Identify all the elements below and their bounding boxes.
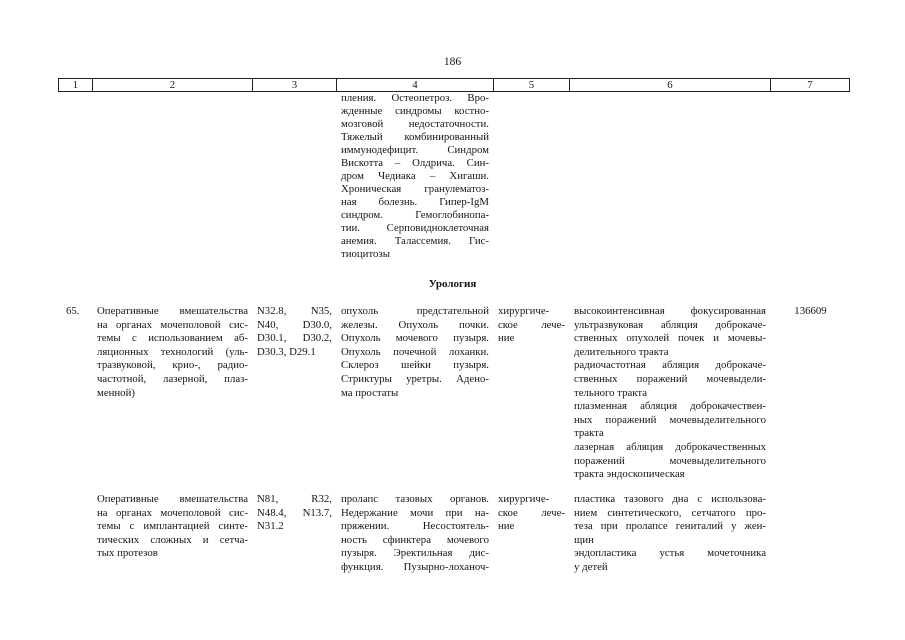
text-line: Опухоль мочевого пузыря. [341,332,489,345]
text-line: Склероз шейки пузыря. [341,359,489,372]
text-line: мозговой недостаточности. [341,118,489,130]
paragraph [574,493,766,547]
text-line: ское лече- [498,318,565,331]
text-line: тразвуковой, крио-, радио- [97,359,248,372]
text-line: частотной, лазерной, плаз- [97,372,248,385]
cell-diagnosis [336,305,493,400]
paragraph [341,493,489,575]
text-line: лазерная абляция доброкачественных [574,440,766,453]
text-line: дром Чедиака – Хигаши. [341,170,489,182]
text-line: ние [498,520,515,533]
cell-diagnosis [336,92,493,261]
text-line: Оперативные вмешательства [97,493,248,505]
paragraph [341,305,489,400]
text-line: пряжении. Несостоятель- [341,520,489,533]
text-line: Недержание мочи при на- [341,506,489,519]
text-line: Опухоль почечной лоханки. [341,345,489,358]
paragraph [574,400,766,441]
paragraph [574,441,766,482]
table-header-row [0,78,905,92]
text-line: иммунодефицит. Синдром [341,144,489,156]
text-line: тии. Серповидноклеточная [341,222,489,234]
text-line: N48.4, N13.7, [257,506,332,519]
text-line: хирургиче- [498,493,550,505]
text-line: жденные синдромы костно- [341,105,489,117]
header-cell-7: 7 [770,78,850,92]
cell-icd-codes [252,305,336,359]
text-line: железы. Опухоль почки. [341,318,489,331]
text-line: N32.8, N35, [257,305,332,317]
header-cell-1: 1 [58,78,92,92]
paragraph [574,547,766,574]
text-line: функция. Пузырно-лоханоч- [341,560,489,573]
cell-intervention [92,305,252,400]
text-line: радиочастотная абляция доброкаче- [574,359,766,372]
text-line: N81, R32, [257,493,332,505]
header-cell-2: 2 [92,78,252,92]
text-line: поражений мочевыделительного [574,454,766,467]
header-cell-4: 4 [336,78,493,92]
cell-treatment-method [569,305,770,482]
paragraph [341,92,489,261]
text-line: теза при пролапсе гениталий у жен- [574,520,766,533]
text-line: ультразвуковая абляция доброкаче- [574,318,766,331]
text-line: ляционных технологий (уль- [97,345,248,358]
page-number: 186 [443,56,462,68]
text-line: D30.3, D29.1 [257,345,316,358]
text-line: высокоинтенсивная фокусированная [574,305,766,317]
text-line: Хроническая гранулематоз- [341,183,489,195]
text-line: ственных поражений мочевыдели- [574,372,766,385]
paragraph [257,305,332,359]
text-line: пления. Остеопетроз. Вро- [341,92,489,104]
text-line: синдром. Гемоглобинопа- [341,209,489,221]
text-line: D30.1, D30.2, [257,332,332,345]
header-cell-5: 5 [493,78,569,92]
text-line: на органах мочеполовой сис- [97,506,248,519]
text-line: Тяжелый комбинированный [341,131,489,143]
paragraph [574,305,766,359]
text-line: N31.2 [257,520,284,533]
section-title: Урология [428,278,477,290]
text-line: хирургиче- [498,305,550,317]
text-line: тракта эндоскопическая [574,468,685,481]
text-line: на органах мочеполовой сис- [97,318,248,331]
text-line: темы с имплантацией синте- [97,520,248,533]
cell-icd-codes [252,493,336,534]
text-line: ние [498,332,515,345]
cell-treatment-method [569,493,770,575]
text-line: тиоцитозы [341,248,390,260]
text-line: тических сложных и сетча- [97,533,248,546]
text-line: менной) [97,386,135,399]
text-line: тракта [574,427,604,440]
text-line: Вискотта – Олдрича. Син- [341,157,489,169]
cell-treatment-type [493,305,569,346]
paragraph [498,305,565,346]
paragraph [257,493,332,534]
cell-intervention [92,493,252,561]
text-line: ная болезнь. Гипер-IgM [341,196,489,208]
text-line: пролапс тазовых органов. [341,493,489,505]
cell-row-number: 65. [66,305,80,317]
text-line: плазменная абляция доброкачествен- [574,400,766,413]
text-line: ма простаты [341,386,399,399]
text-line: делительного тракта [574,345,669,358]
text-line: пластика тазового дна с использова- [574,493,766,505]
text-line: Стриктуры уретры. Адено- [341,372,489,385]
text-line: тых протезов [97,547,158,560]
text-line: тельного тракта [574,386,648,399]
paragraph [574,359,766,400]
text-line: эндопластика устья мочеточника [574,547,766,560]
paragraph [97,305,248,400]
text-line: у детей [574,560,608,573]
text-line: ское лече- [498,506,565,519]
cell-diagnosis [336,493,493,575]
text-line: ных поражений мочевыделительного [574,413,766,426]
cell-treatment-type [493,493,569,534]
text-line: анемия. Талассемия. Гис- [341,235,489,247]
text-line: опухоль предстательной [341,305,489,317]
text-line: ность сфинктера мочевого [341,533,489,546]
text-line: ственных опухолей почек и мочевы- [574,332,766,345]
text-line: N40, D30.0, [257,318,332,331]
text-line: Оперативные вмешательства [97,305,248,317]
text-line: пузыря. Эректильная дис- [341,547,489,560]
header-cell-3: 3 [252,78,336,92]
header-cell-6: 6 [569,78,770,92]
paragraph [97,493,248,561]
text-line: щин [574,533,594,546]
paragraph [498,493,565,534]
text-line: темы с использованием аб- [97,332,248,345]
cell-quota-value: 136609 [794,305,827,317]
text-line: нием синтетического, сетчатого про- [574,506,766,519]
